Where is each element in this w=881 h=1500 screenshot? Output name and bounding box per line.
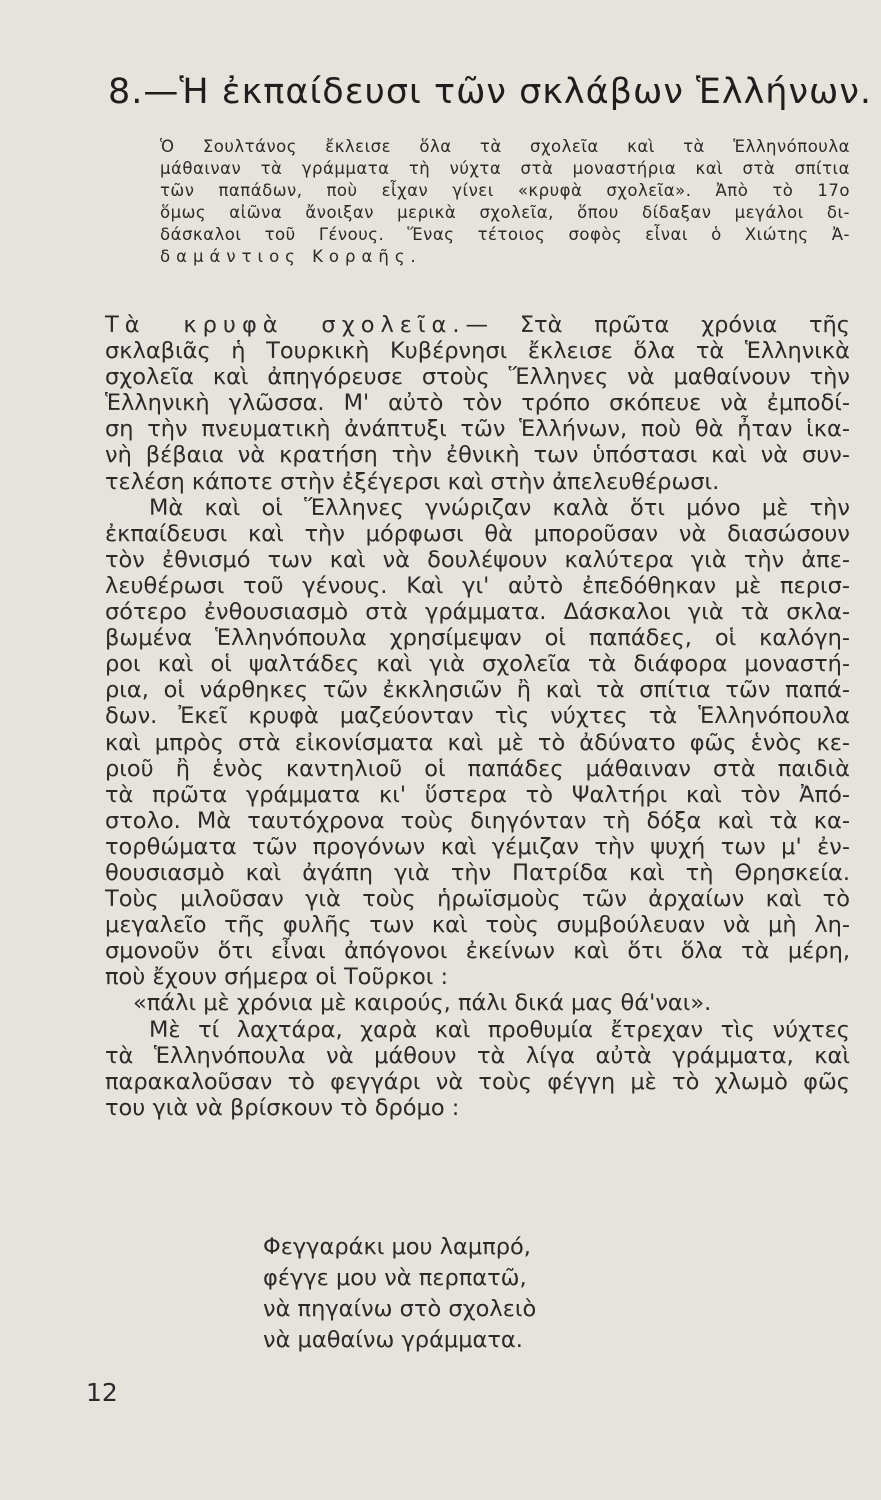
summary-line: δάσκαλοι τοῦ Γένους. Ἕνας τέτοιος σοφὸς εἶναι ὁ Χιώτης Ἀ- xyxy=(160,225,850,244)
quoted-verse: «πάλι μὲ χρόνια μὲ καιρούς, πάλι δικά μας θά'ναι». xyxy=(133,990,712,1017)
poem-line: Φεγγαράκι μου λαμπρό, xyxy=(263,1234,531,1260)
body-line: ριοῦ ἢ ἑνὸς καντηλιοῦ οἱ παπάδες μάθαιναν στὰ παιδιὰ xyxy=(105,755,850,782)
body-line: σότερο ἐνθουσιασμὸ στὰ γράμματα. Δάσκαλοι γιὰ τὰ σκλα- xyxy=(105,599,850,626)
body-line: σκλαβιᾶς ἡ Τουρκικὴ Κυβέρνησι ἔκλεισε ὅλα τὰ Ἑλληνικὰ xyxy=(105,338,850,365)
body-line: Ἑλληνικὴ γλῶσσα. Μ' αὐτὸ τὸν τρόπο σκόπευε νὰ ἐμποδί- xyxy=(105,390,850,417)
summary-line: Ὁ Σουλτάνος ἔκλεισε ὅλα τὰ σχολεῖα καὶ τὰ Ἑλληνόπουλα xyxy=(160,137,850,156)
body-line: θουσιασμὸ καὶ ἀγάπη γιὰ τὴν Πατρίδα καὶ τὴ Θρησκεία. xyxy=(105,859,850,886)
body-line: βωμένα Ἑλληνόπουλα χρησίμεψαν οἱ παπάδες, οἱ καλόγη- xyxy=(105,625,850,652)
body-line: του γιὰ νὰ βρίσκουν τὸ δρόμο : xyxy=(105,1094,460,1121)
body-line: παρακαλοῦσαν τὸ φεγγάρι νὰ τοὺς φέγγη μὲ τὸ χλωμὸ φῶς xyxy=(105,1068,850,1095)
body-line: τὰ Ἑλληνόπουλα νὰ μάθουν τὰ λίγα αὐτὰ γράμματα, καὶ xyxy=(105,1042,850,1069)
body-line: στολο. Μὰ ταυτόχρονα τοὺς διηγόνταν τὴ δόξα καὶ τὰ κα- xyxy=(105,807,850,834)
body-line: ρια, οἱ νάρθηκες τῶν ἐκκλησιῶν ἢ καὶ τὰ σπίτια τῶν παπά- xyxy=(105,677,850,704)
body-line: τελέση κάποτε στὴν ἐξέγερσι καὶ στὴν ἀπελευθέρωσι. xyxy=(105,468,720,495)
body-line: ροι καὶ οἱ ψαλτάδες καὶ γιὰ σχολεῖα τὰ διάφορα μοναστή- xyxy=(105,651,850,678)
body-line: ἐκπαίδευσι καὶ τὴν μόρφωσι θὰ μποροῦσαν νὰ διασώσουν xyxy=(105,520,850,547)
body-line: δων. Ἐκεῖ κρυφὰ μαζεύονταν τὶς νύχτες τὰ Ἑλληνόπουλα xyxy=(105,703,850,730)
body-line: ση τὴν πνευματικὴ ἀνάπτυξι τῶν Ἑλλήνων, ποὺ θὰ ἦταν ἱκα- xyxy=(105,416,850,443)
poem-line: νὰ πηγαίνω στὸ σχολειὸ xyxy=(263,1296,537,1322)
body-line: τὸν ἐθνισμό των καὶ νὰ δουλέψουν καλύτερα γιὰ τὴν ἀπε- xyxy=(105,546,850,573)
summary-line: ὅμως αἰῶνα ἄνοιξαν μερικὰ σχολεῖα, ὅπου δίδαξαν μεγάλοι δι- xyxy=(160,203,850,222)
chapter-body xyxy=(105,312,850,1121)
paragraph-1-first-line xyxy=(105,312,850,338)
poem xyxy=(263,1232,536,1356)
body-line: καὶ μπρὸς στὰ εἰκονίσματα καὶ μὲ τὸ ἀδύνατο φῶς ἑνὸς κε- xyxy=(105,729,850,756)
page-number: 12 xyxy=(86,1378,118,1407)
summary-line: δαμάντιος Κοραῆς. xyxy=(160,247,422,266)
summary-line: τῶν παπάδων, ποὺ εἶχαν γίνει «κρυφὰ σχολεῖα». Ἀπὸ τὸ 17ο xyxy=(160,181,850,200)
poem-line: νὰ μαθαίνω γράμματα. xyxy=(263,1327,523,1353)
body-line: Μὲ τί λαχτάρα, χαρὰ καὶ προθυμία ἔτρεχαν τὶς νύχτες xyxy=(149,1016,850,1043)
body-line: σμονοῦν ὅτι εἶναι ἀπόγονοι ἐκείνων καὶ ὅτι ὅλα τὰ μέρη, xyxy=(105,938,850,965)
body-line: νὴ βέβαια νὰ κρατήση τὴν ἐθνικὴ των ὑπόστασι καὶ νὰ συν- xyxy=(105,442,850,469)
body-line: Τοὺς μιλοῦσαν γιὰ τοὺς ἡρωϊσμοὺς τῶν ἀρχαίων καὶ τὸ xyxy=(105,886,850,913)
body-line: ποὺ ἔχουν σήμερα οἱ Τοῦρκοι : xyxy=(105,964,449,991)
body-line: λευθέρωσι τοῦ γένους. Καὶ γι' αὐτὸ ἐπεδόθηκαν μὲ περισ- xyxy=(105,572,850,599)
chapter-summary xyxy=(160,136,850,268)
body-line: σχολεῖα καὶ ἀπηγόρευσε στοὺς Ἕλληνες νὰ μαθαίνουν τὴν xyxy=(105,364,850,391)
chapter-title: 8.—Ἡ ἐκπαίδευσι τῶν σκλάβων Ἑλλήνων. xyxy=(108,72,873,112)
body-line: τορθώματα τῶν προγόνων καὶ γέμιζαν τὴν ψυχή των μ' ἐν- xyxy=(105,833,850,860)
body-line: μεγαλεῖο τῆς φυλῆς των καὶ τοὺς συμβούλευαν νὰ μὴ λη- xyxy=(105,912,850,939)
section-heading: Τὰ κρυφὰ σχολεῖα. xyxy=(105,312,466,338)
body-line: Μὰ καὶ οἱ Ἕλληνες γνώριζαν καλὰ ὅτι μόνο μὲ τὴν xyxy=(149,494,850,521)
body-line: τὰ πρῶτα γράμματα κι' ὕστερα τὸ Ψαλτήρι καὶ τὸν Ἀπό- xyxy=(105,781,850,808)
body-line: — Στὰ πρῶτα χρόνια τῆς xyxy=(465,312,850,338)
poem-line: φέγγε μου νὰ περπατῶ, xyxy=(263,1265,527,1291)
summary-line: μάθαιναν τὰ γράμματα τὴ νύχτα στὰ μοναστήρια καὶ στὰ σπίτια xyxy=(160,159,850,178)
